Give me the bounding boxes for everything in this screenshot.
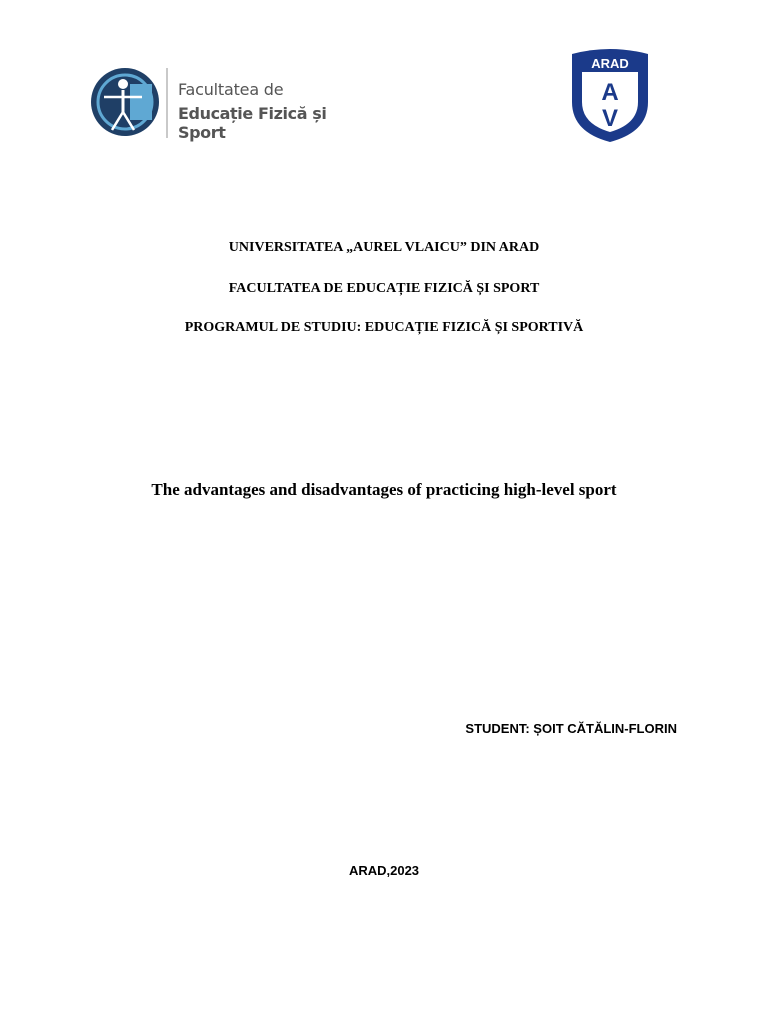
shield-monogram-v: V <box>601 105 619 132</box>
shield-top-text: ARAD <box>591 56 629 71</box>
faculty-logo-line2: Educație Fizică și Sport <box>178 104 327 142</box>
place-year: ARAD,2023 <box>348 863 420 878</box>
shield-monogram-a: A <box>601 79 619 106</box>
vitruvian-man-icon <box>90 64 160 140</box>
logo-divider <box>166 68 168 138</box>
university-heading: UNIVERSITATEA „AUREL VLAICU” DIN ARAD <box>228 240 540 255</box>
student-name: STUDENT: ȘOIT CĂTĂLIN-FLORIN <box>465 721 677 736</box>
faculty-logo <box>90 64 360 144</box>
document-title: The advantages and disadvantages of practicing high-level sport <box>151 480 617 499</box>
faculty-logo-line1: Facultatea de <box>178 80 284 99</box>
university-shield-icon <box>566 46 654 144</box>
faculty-heading: FACULTATEA DE EDUCAȚIE FIZICĂ ȘI SPORT <box>228 281 540 296</box>
program-heading: PROGRAMUL DE STUDIU: EDUCAȚIE FIZICĂ ȘI SPORTIVĂ <box>184 320 584 335</box>
